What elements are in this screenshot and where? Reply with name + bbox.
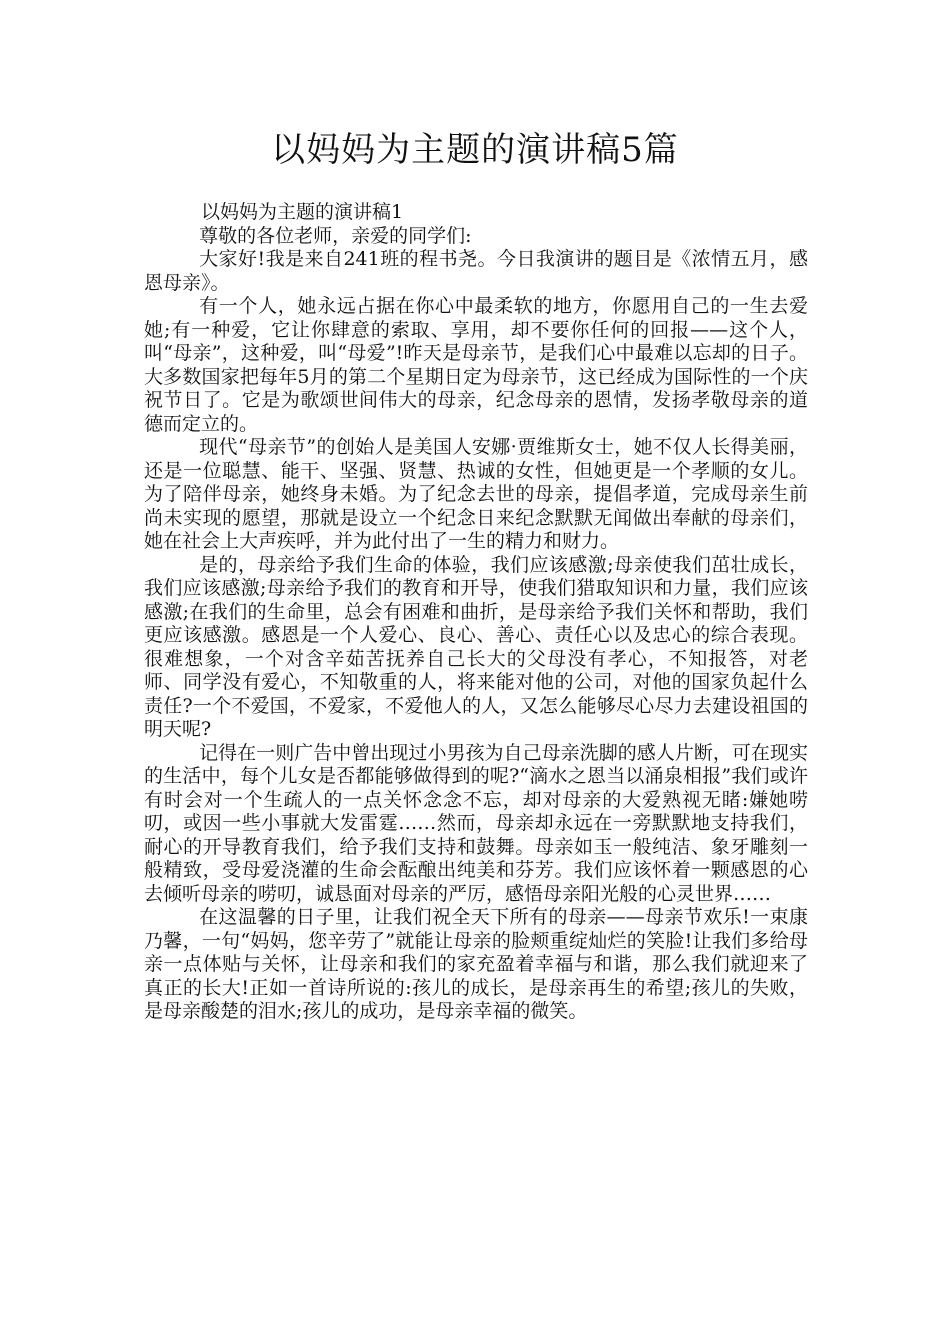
paragraph-closing: 在这温馨的日子里，让我们祝全天下所有的母亲——母亲节欢乐!一束康乃馨，一句“妈妈，您辛劳了”就能让母亲的脸颊重绽灿烂的笑脸!让我们多给母亲一点体贴与关怀，让母亲和我们的家充盈着幸福与和谐，那么我们就迎来了真正的长大!正如一首诗所说的:孩儿的成长，是母亲再生的希望;孩儿的失败，是母亲酸楚的泪水;孩儿的成功，是母亲幸福的微笑。 [144, 906, 808, 1022]
paragraph-advertisement: 记得在一则广告中曾出现过小男孩为自己母亲洗脚的感人片断，可在现实的生活中，每个儿女是否都能够做得到的呢?“滴水之恩当以涌泉相报”我们或许有时会对一个生疏人的一点关怀念念不忘，却对母亲的大爱熟视无睹:嫌她唠叨，或因一些小事就大发雷霆……然而，母亲却永远在一旁默默地支持我们，耐心的开导教育我们，给予我们支持和鼓舞。母亲如玉一般纯洁、象牙雕刻一般精致，受母爱浇灌的生命会酝酿出纯美和芬芳。我们应该怀着一颗感恩的心去倾听母亲的唠叨，诚恳面对母亲的严厉，感悟母亲阳光般的心灵世界…… [144, 741, 808, 905]
document-body [144, 201, 808, 1024]
document-title: 以妈妈为主题的演讲稿5篇 [271, 130, 679, 170]
paragraph-founder: 现代“母亲节”的创始人是美国人安娜·贾维斯女士，她不仅人长得美丽，还是一位聪慧、能干、坚强、贤慧、热诚的女性，但她更是一个孝顺的女儿。为了陪伴母亲，她终身未婚。为了纪念去世的母亲，提倡孝道，完成母亲生前尚未实现的愿望，那就是设立一个纪念日来纪念默默无闻做出奉献的母亲们，她在社会上大声疾呼，并为此付出了一生的精力和财力。 [144, 436, 808, 552]
paragraph-mothers-day: 有一个人，她永远占据在你心中最柔软的地方，你愿用自己的一生去爱她;有一种爱，它让你肆意的索取、享用，却不要你任何的回报——这个人，叫“母亲”，这种爱，叫“母爱”!昨天是母亲节，是我们心中最难以忘却的日子。 大多数国家把每年5月的第二个星期日定为母亲节，这已经成为国际性的一个庆祝节日了。它是为歌颂世间伟大的母亲，纪念母亲的恩情，发扬孝敬母亲的道德而定立的。 [144, 295, 808, 435]
paragraph-intro: 大家好!我是来自241班的程书尧。今日我演讲的题目是《浓情五月，感恩母亲》。 [144, 248, 808, 294]
section-heading: 以妈妈为主题的演讲稿1 [201, 201, 404, 223]
paragraph-greeting: 尊敬的各位老师，亲爱的同学们: [199, 224, 472, 247]
paragraph-gratitude: 是的，母亲给予我们生命的体验，我们应该感激;母亲使我们茁壮成长，我们应该感激;母亲给予我们的教育和开导，使我们猎取知识和力量，我们应该感激;在我们的生命里，总会有困难和曲折，是母亲给予我们关怀和帮助，我们更应该感激。感恩是一个人爱心、良心、善心、责任心以及忠心的综合表现。很难想象，一个对含辛茹苦抚养自己长大的父母没有孝心，不知报答，对老师、同学没有爱心，不知敬重的人，将来能对他的公司，对他的国家负起什么责任?一个不爱国，不爱家，不爱他人的人，又怎么能够尽心尽力去建设祖国的明天呢? [144, 553, 808, 740]
